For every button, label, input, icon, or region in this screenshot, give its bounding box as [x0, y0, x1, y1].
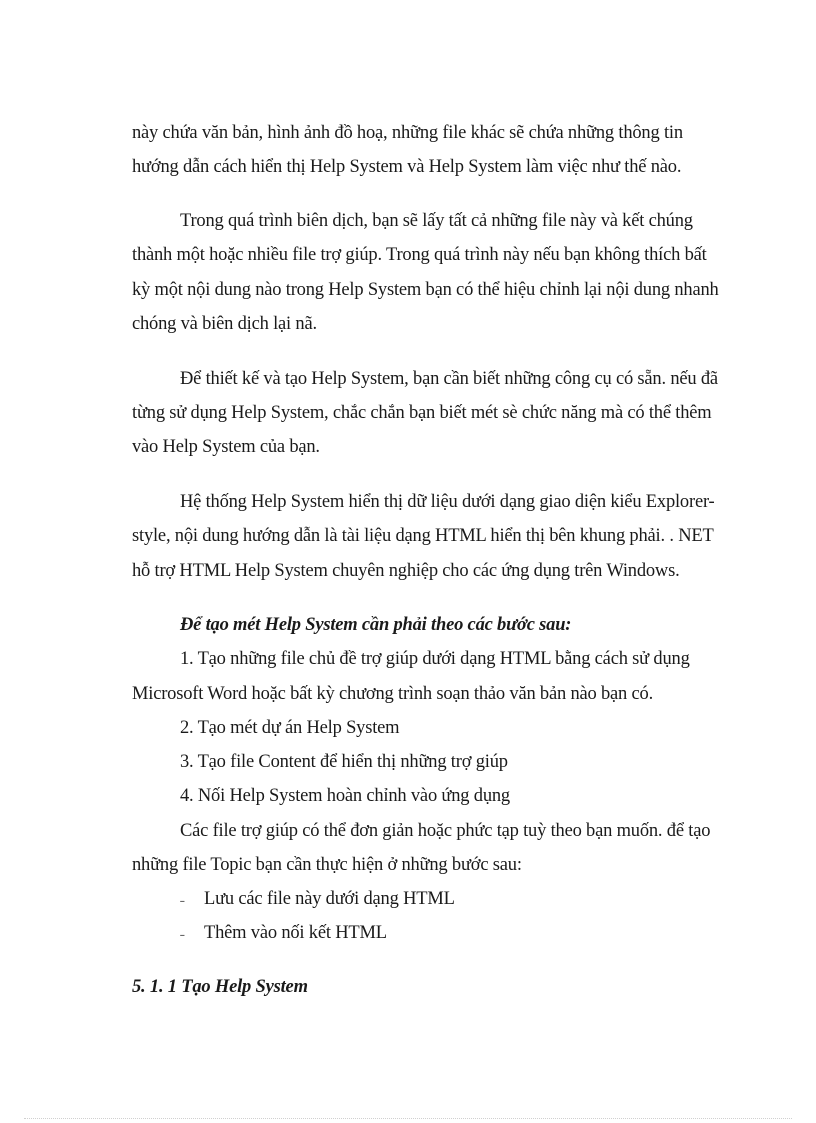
paragraph-line: Các file trợ giúp có thể đơn giản hoặc phức tạp tuỳ theo bạn muốn. để tạo — [180, 821, 711, 841]
bullet-text: Lưu các file này dưới dạng HTML — [204, 889, 455, 909]
step-item: 3. Tạo file Content để hiển thị những trợ giúp — [180, 752, 508, 772]
paragraph-line: Để thiết kế và tạo Help System, bạn cần biết những công cụ có sẵn. nếu đã — [180, 369, 718, 389]
bullet-text: Thêm vào nối kết HTML — [204, 923, 387, 943]
step-item: 4. Nối Help System hoàn chỉnh vào ứng dụng — [180, 786, 510, 806]
paragraph-line: Microsoft Word hoặc bất kỳ chương trình soạn thảo văn bản nào bạn có. — [132, 684, 654, 704]
step-item: 2. Tạo mét dự án Help System — [180, 718, 400, 738]
step-item: 1. Tạo những file chủ đề trợ giúp dưới dạng HTML bằng cách sử dụng — [180, 649, 690, 669]
paragraph-line: hướng dẫn cách hiển thị Help System và Help System làm việc như thế nào. — [132, 157, 682, 177]
paragraph-line: này chứa văn bản, hình ảnh đồ hoạ, những file khác sẽ chứa những thông tin — [132, 123, 683, 143]
bullet-marker: ˗ — [180, 893, 185, 908]
section-heading: 5. 1. 1 Tạo Help System — [132, 977, 308, 997]
bullet-item — [180, 887, 455, 913]
paragraph-line: vào Help System của bạn. — [132, 437, 320, 457]
page-bottom-divider — [24, 1118, 792, 1119]
steps-heading: Để tạo mét Help System cần phải theo các bước sau: — [180, 615, 572, 635]
paragraph-line: style, nội dung hướng dẫn là tài liệu dạng HTML hiển thị bên khung phải. . NET — [132, 526, 714, 546]
paragraph-line: kỳ một nội dung nào trong Help System bạn có thể hiệu chỉnh lại nội dung nhanh — [132, 280, 719, 300]
paragraph-line: Trong quá trình biên dịch, bạn sẽ lấy tất cả những file này và kết chúng — [180, 211, 693, 231]
paragraph-line: chóng và biên dịch lại nã. — [132, 314, 317, 334]
paragraph-line: những file Topic bạn cần thực hiện ở những bước sau: — [132, 855, 522, 875]
bullet-item — [180, 921, 387, 947]
paragraph-line: hỗ trợ HTML Help System chuyên nghiệp cho các ứng dụng trên Windows. — [132, 561, 680, 581]
paragraph-line: thành một hoặc nhiều file trợ giúp. Trong quá trình này nếu bạn không thích bất — [132, 245, 707, 265]
paragraph-line: từng sử dụng Help System, chắc chắn bạn biết mét sè chức năng mà có thể thêm — [132, 403, 712, 423]
paragraph-line: Hệ thống Help System hiển thị dữ liệu dưới dạng giao diện kiểu Explorer- — [180, 492, 715, 512]
bullet-marker: ˗ — [180, 927, 185, 942]
